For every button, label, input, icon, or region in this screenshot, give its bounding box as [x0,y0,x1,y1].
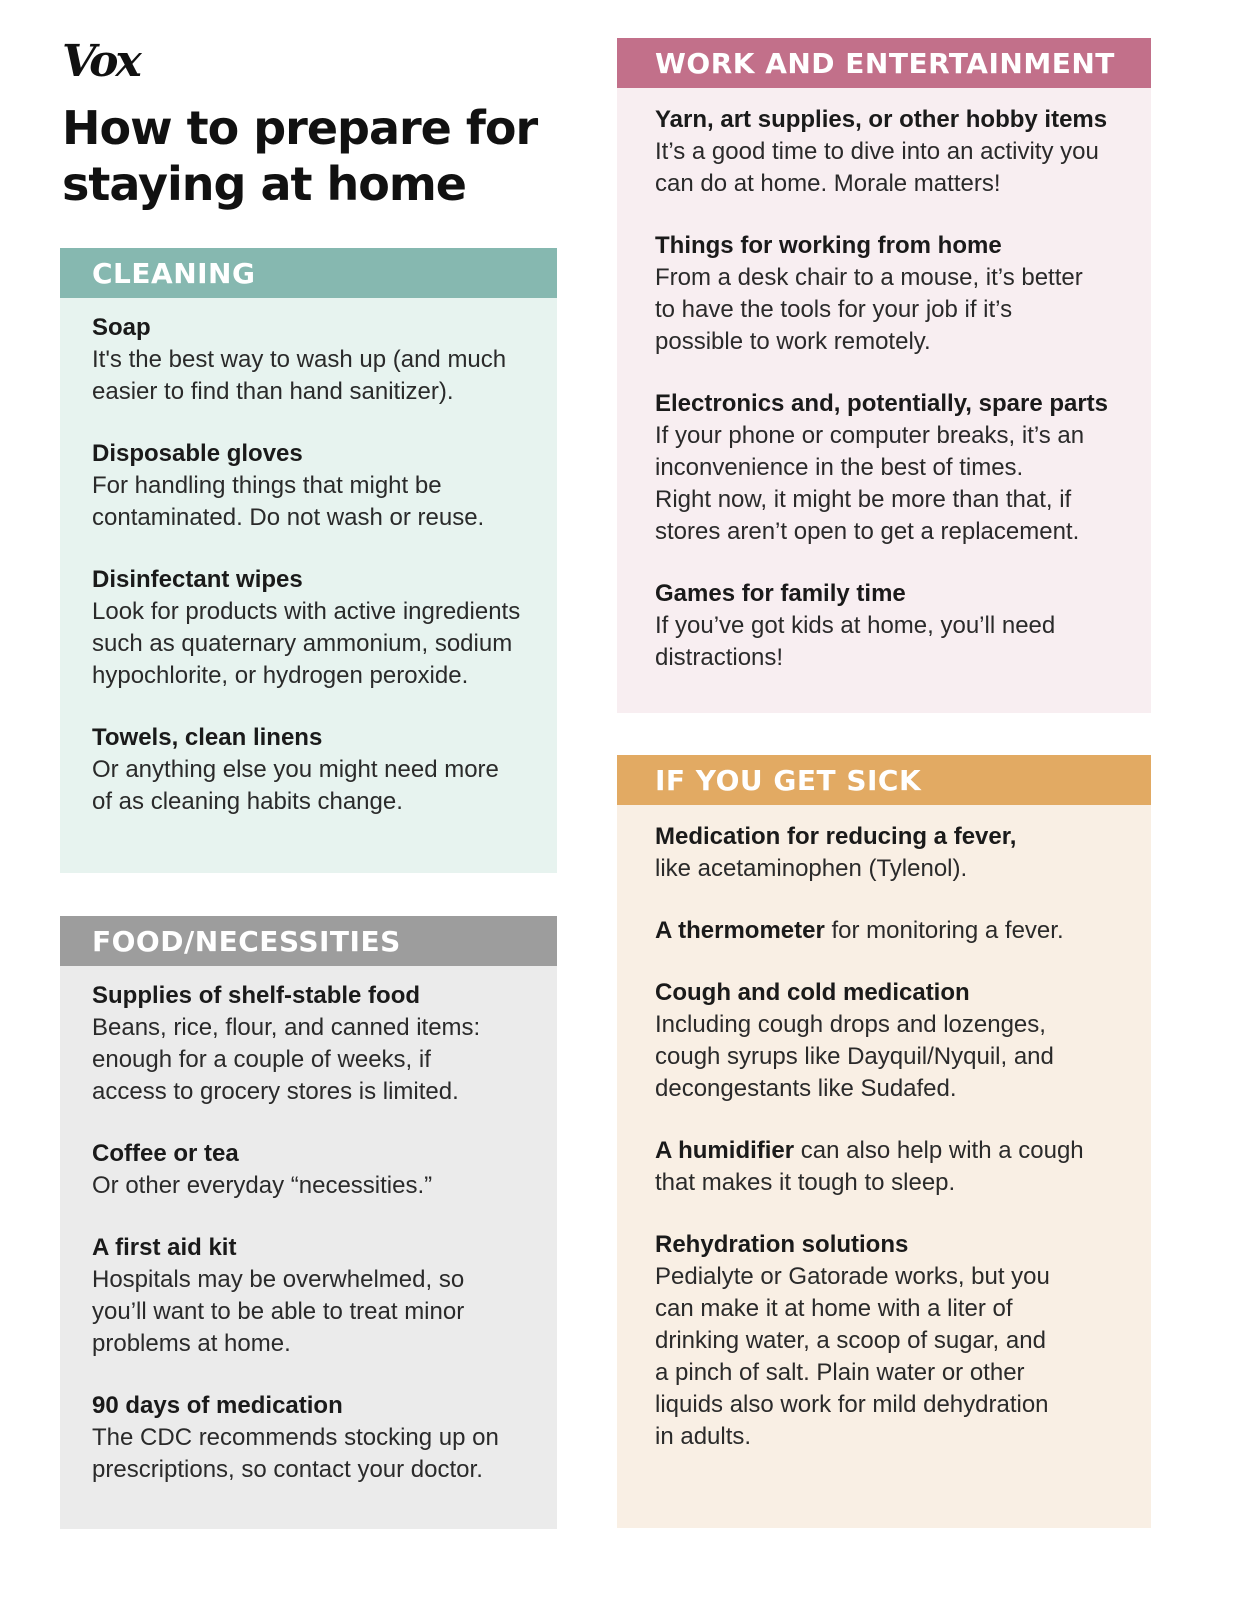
list-item [92,312,525,408]
item-title: Electronics and, potentially, spare parts [655,390,1109,417]
list-item [92,980,525,1108]
item-title: Supplies of shelf-stable food [92,982,421,1009]
food-necessities-panel [60,916,557,1529]
list-item [92,722,525,818]
item-title: 90 days of medication [92,1392,343,1419]
cleaning-panel [60,248,557,873]
item-title: Coffee or tea [92,1140,239,1167]
if-you-get-sick-panel [617,755,1151,1528]
list-item [92,1232,525,1360]
item-title: Cough and cold medication [655,979,970,1006]
work-entertainment-panel [617,38,1151,713]
list-item [655,915,1113,947]
item-title: Yarn, art supplies, or other hobby items [655,106,1108,133]
item-title: A first aid kit [92,1234,237,1261]
item-text: The CDC recommends stocking up on prescriptions, so contact your doctor. [92,1424,499,1483]
item-title: Disinfectant wipes [92,566,303,593]
list-item [655,104,1113,200]
item-rest: like acetaminophen (Tylenol). [655,855,968,882]
item-bold-lead: A humidifier [655,1137,795,1164]
item-text: Including cough drops and lozenges, cough syrups like Dayquil/Nyquil, and decongestants like Sudafed. [655,1011,1054,1102]
item-title: Things for working from home [655,232,1002,259]
list-item [92,438,525,534]
list-item [655,821,1113,885]
item-rest: for monitoring a fever. [824,917,1064,944]
list-item [655,388,1113,548]
item-text [655,821,1055,885]
list-item [655,1135,1113,1199]
vox-logo: Vox [62,36,139,87]
item-title: Disposable gloves [92,440,303,467]
item-text: Or anything else you might need more of as cleaning habits change. [92,756,499,815]
list-item [655,578,1113,674]
item-title: Towels, clean linens [92,724,323,751]
item-bold-lead: A thermometer [655,917,825,944]
item-text: Or other everyday “necessities.” [92,1172,433,1199]
item-text: From a desk chair to a mouse, it’s better to have the tools for your job if it’s possible to work remotely. [655,264,1083,355]
food-necessities-header: FOOD/NECESSITIES [60,916,557,966]
list-item [92,564,525,692]
list-item [92,1390,525,1486]
if-you-get-sick-header: IF YOU GET SICK [617,755,1151,805]
page-title: How to prepare for staying at home [62,101,538,211]
item-rest: can also help with a cough that makes it tough to sleep. [655,1137,1084,1196]
item-title: Rehydration solutions [655,1231,909,1258]
item-text: Pedialyte or Gatorade works, but you can make it at home with a liter of drinking water, a scoop of sugar, and a pinch of salt. Plain water or other liquids also work for mild dehydration in adults. [655,1263,1050,1450]
item-bold-lead: Medication for reducing a fever, [655,823,1017,850]
list-item [92,1138,525,1202]
work-entertainment-header: WORK AND ENTERTAINMENT [617,38,1151,88]
item-text: If you’ve got kids at home, you’ll need distractions! [655,612,1056,671]
item-text [655,1135,1085,1199]
item-text: If your phone or computer breaks, it’s an inconvenience in the best of times. Right now, it might be more than that, if stores aren’t open to get a replacement. [655,422,1085,545]
list-item [655,230,1113,358]
item-text [655,915,1095,947]
list-item [655,1229,1113,1453]
cleaning-header: CLEANING [60,248,557,298]
item-title: Soap [92,314,151,341]
item-text: Beans, rice, flour, and canned items: enough for a couple of weeks, if access to grocery stores is limited. [92,1014,481,1105]
item-text: It’s a good time to dive into an activity you can do at home. Morale matters! [655,138,1099,197]
item-text: It's the best way to wash up (and much easier to find than hand sanitizer). [92,346,507,405]
item-title: Games for family time [655,580,906,607]
item-text: For handling things that might be contaminated. Do not wash or reuse. [92,472,485,531]
item-text: Look for products with active ingredients such as quaternary ammonium, sodium hypochlorite, or hydrogen peroxide. [92,598,521,689]
list-item [655,977,1113,1105]
item-text: Hospitals may be overwhelmed, so you’ll want to be able to treat minor problems at home. [92,1266,465,1357]
